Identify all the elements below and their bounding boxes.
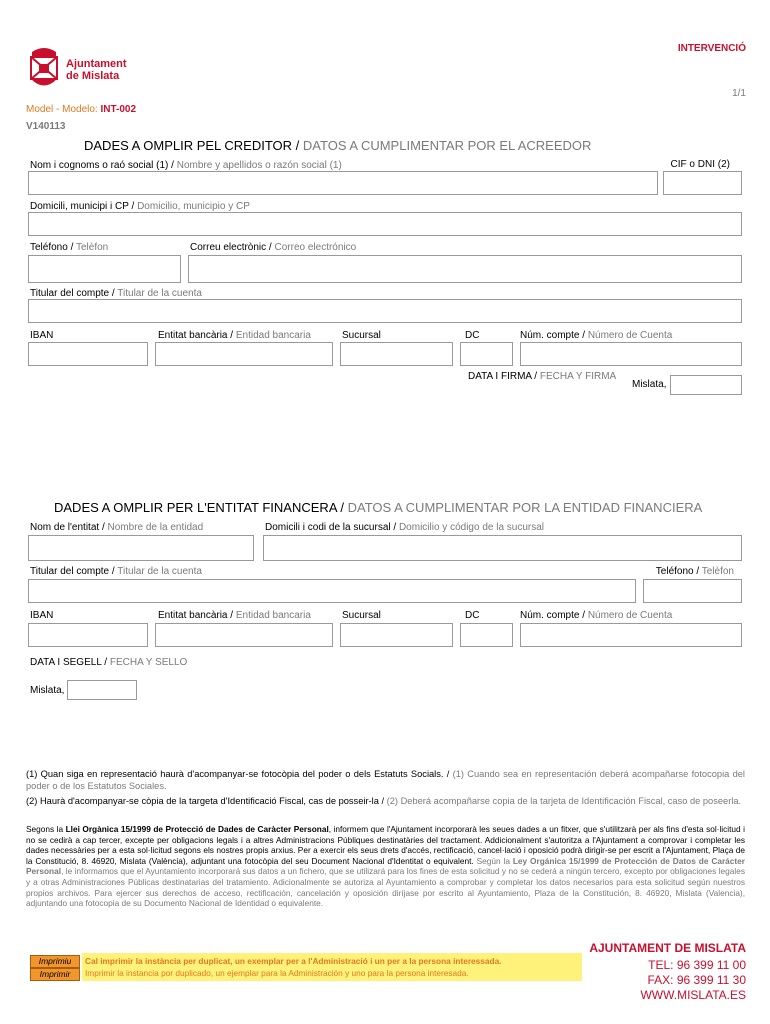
creditor-address-label: Domicili, municipi i CP / Domicilio, municipio y CP xyxy=(30,201,250,212)
creditor-iban-field[interactable] xyxy=(28,342,148,366)
creditor-iban-label: IBAN xyxy=(30,330,54,341)
bank-dc-field[interactable] xyxy=(460,623,513,647)
bank-account-label: Núm. compte / Número de Cuenta xyxy=(520,610,673,621)
creditor-address-label-ca: Domicili, municipi i CP xyxy=(30,201,129,212)
department-label: INTERVENCIÓ xyxy=(677,43,746,54)
creditor-dc-field[interactable] xyxy=(460,342,513,366)
bank-holder-label: Titular del compte / Titular de la cuenta xyxy=(30,566,202,577)
org-fax: FAX: 96 399 11 30 xyxy=(647,973,746,987)
org-name: AJUNTAMENT DE MISLATA xyxy=(589,941,746,955)
bank-entity-label-es: Nombre de la entidad xyxy=(107,522,204,533)
creditor-account-label-ca: Núm. compte xyxy=(520,330,580,341)
creditor-title-es: DATOS A CUMPLIMENTAR POR EL ACREEDOR xyxy=(302,138,592,153)
bank-branch-address-label: Domicili i codi de la sucursal / Domicilio y código de la sucursal xyxy=(265,522,545,533)
bank-iban-label: IBAN xyxy=(30,610,54,621)
bank-date-label: DATA I SEGELL / FECHA Y SELLO xyxy=(30,657,188,668)
creditor-branch-label: Sucursal xyxy=(342,330,381,341)
page-number: 1/1 xyxy=(732,88,746,99)
creditor-address-label-es: Domicilio, municipio y CP xyxy=(137,201,250,212)
note-2-ca: (2) Haurà d'acompanyar-se còpia de la targeta d'Identificació Fiscal, cas de posseir-la xyxy=(26,796,379,806)
print-instructions xyxy=(82,953,582,981)
bank-branch-address-field[interactable] xyxy=(263,535,742,561)
logo xyxy=(26,44,146,94)
creditor-date-label: DATA I FIRMA / FECHA Y FIRMA xyxy=(468,371,617,382)
coat-of-arms-icon xyxy=(26,44,62,92)
creditor-bank-label-ca: Entitat bancària xyxy=(158,330,228,341)
legal-es-pre: Según la xyxy=(473,855,513,866)
bank-branch-address-label-ca: Domicili i codi de la sucursal xyxy=(265,522,391,533)
creditor-email-label: Correu electrònic / Correo electrónico xyxy=(190,242,357,253)
creditor-branch-field[interactable] xyxy=(340,342,453,366)
creditor-name-label-ca: Nom i cognoms o raó social (1) xyxy=(30,160,169,171)
bank-date-label-ca: DATA I SEGELL xyxy=(30,657,102,668)
creditor-date-field[interactable] xyxy=(670,375,742,395)
print-button-ca[interactable]: Imprimiu xyxy=(30,955,80,968)
bank-bank-label: Entitat bancària / Entidad bancaria xyxy=(158,610,311,621)
model-line xyxy=(26,104,136,115)
bank-holder-label-ca: Titular del compte xyxy=(30,566,110,577)
creditor-holder-field[interactable] xyxy=(28,299,742,323)
legal-ca-pre: Segons la xyxy=(26,824,66,834)
bank-branch-field[interactable] xyxy=(340,623,453,647)
creditor-dc-label: DC xyxy=(465,330,480,341)
bank-holder-label-es: Titular de la cuenta xyxy=(117,566,202,577)
creditor-bank-field[interactable] xyxy=(155,342,333,366)
model-code: INT-002 xyxy=(100,104,137,115)
print-instructions-es: Imprimir la instancia por duplicado, un ejemplar para la Administración y uno para la persona interesada. xyxy=(85,968,469,978)
creditor-date-label-ca: DATA I FIRMA xyxy=(468,371,532,382)
bank-account-label-es: Número de Cuenta xyxy=(587,610,673,621)
bank-mislata-label: Mislata, xyxy=(30,685,65,696)
creditor-holder-label-ca: Titular del compte xyxy=(30,288,110,299)
bank-phone-field[interactable] xyxy=(643,579,742,603)
creditor-email-label-ca: Correu electrònic xyxy=(190,242,267,253)
bank-entity-label: Nom de l'entitat / Nombre de la entidad xyxy=(30,522,204,533)
bank-entity-label-ca: Nom de l'entitat xyxy=(30,522,100,533)
legal-es-law: Ley Orgánica 15/1999 de Protección de Datos de Carácter Personal xyxy=(26,855,746,877)
model-label: Model - Modelo: xyxy=(26,104,98,115)
note-2-es: (2) Deberá acompañarse copia de la tarjeta de Identificación Fiscal, caso de poseerla. xyxy=(386,796,742,806)
bank-phone-label-es: Telèfon xyxy=(701,566,734,577)
bank-date-label-es: FECHA Y SELLO xyxy=(109,657,188,668)
print-instructions-ca: Cal imprimir la instància per duplicat, un exemplar per a l'Administració i un per a la persona interessada. xyxy=(85,956,502,966)
print-button-es[interactable]: Imprimir xyxy=(30,968,80,981)
legal-es-post: , le informamos que el Ayuntamiento incorporará sus datos a un fichero, que se utilizará para los fines de esta solicitud y no se cederá a ningún tercero, excepto por obligaciones legales y a otras Administraciones Públicas destinatarias del tratamiento. Adicionalmente se autoriza al Ayuntamiento a comprobar y completar los datos necesarios para esta solicitud según nuestros propios archivos. Para ejercer sus derechos de acceso, rectificación, cancelación y oposición diríjase por escrito al Ayuntamiento, Plaza de la Constitución, 8. 46920, Mislata (Valencia), adjuntando una fotocopia de su Documento Nacional de Identidad o equivalente. xyxy=(26,866,745,909)
creditor-phone-label: Teléfono / Telèfon xyxy=(30,242,109,253)
bank-account-field[interactable] xyxy=(520,623,742,647)
org-website[interactable]: WWW.MISLATA.ES xyxy=(640,988,746,1002)
creditor-name-label-es: Nombre y apellidos o razón social (1) xyxy=(176,160,342,171)
creditor-email-field[interactable] xyxy=(188,255,742,283)
version-label: V140113 xyxy=(26,121,66,132)
bank-entity-field[interactable] xyxy=(28,535,254,561)
bank-bank-label-ca: Entitat bancària xyxy=(158,610,228,621)
bank-bank-label-es: Entidad bancaria xyxy=(235,610,311,621)
creditor-holder-label-es: Titular de la cuenta xyxy=(117,288,202,299)
bank-title-es: DATOS A CUMPLIMENTAR POR LA ENTIDAD FINANCIERA xyxy=(347,500,703,515)
creditor-phone-label-es: Telèfon xyxy=(75,242,109,253)
data-protection-notice xyxy=(26,824,745,909)
creditor-bank-label-es: Entidad bancaria xyxy=(235,330,311,341)
bank-section-title: DADES A OMPLIR PER L'ENTITAT FINANCERA / DATOS A CUMPLIMENTAR POR LA ENTIDAD FINANCIERA xyxy=(54,500,703,515)
creditor-phone-label-ca: Teléfono xyxy=(30,242,68,253)
creditor-section-title: DADES A OMPLIR PEL CREDITOR / DATOS A CUMPLIMENTAR POR EL ACREEDOR xyxy=(84,138,592,153)
creditor-account-field[interactable] xyxy=(520,342,742,366)
bank-date-field[interactable] xyxy=(67,680,137,700)
bank-branch-label: Sucursal xyxy=(342,610,381,621)
creditor-bank-label: Entitat bancària / Entidad bancaria xyxy=(158,330,311,341)
creditor-account-label: Núm. compte / Número de Cuenta xyxy=(520,330,673,341)
bank-iban-field[interactable] xyxy=(28,623,148,647)
bank-holder-field[interactable] xyxy=(28,579,636,603)
bank-account-label-ca: Núm. compte xyxy=(520,610,580,621)
creditor-holder-label: Titular del compte / Titular de la cuenta xyxy=(30,288,202,299)
creditor-phone-field[interactable] xyxy=(28,255,181,283)
logo-line-2: de Mislata xyxy=(66,70,120,82)
creditor-cif-label: CIF o DNI (2) xyxy=(670,159,730,170)
note-1-ca: (1) Quan siga en representació haurà d'acompanyar-se fotocòpia del poder o dels Estatuts Socials. xyxy=(26,769,444,779)
logo-line-1: Ajuntament xyxy=(66,58,127,70)
bank-title-ca: DADES A OMPLIR PER L'ENTITAT FINANCERA xyxy=(54,500,337,515)
creditor-name-field[interactable] xyxy=(28,171,658,195)
note-1: (1) Quan siga en representació haurà d'acompanyar-se fotocòpia del poder o dels Estatuts Socials. / (1) Cuando sea en representación deberá acompañarse fotocopia del poder o de los Estatutos Sociales. xyxy=(26,769,745,791)
creditor-email-label-es: Correo electrónico xyxy=(274,242,357,253)
creditor-cif-field[interactable] xyxy=(663,171,742,195)
legal-ca-post: , informem que l'Ajuntament incorporarà les seues dades a un fitxer, que s'utilitzarà per als fins d'esta sol·licitud i no se cedirà a cap tercer, excepte per obligacions legals i a altres Administracions Públiques destinatàries del tractament. Addicionalment s'autoritza a l'Ajuntament a comprovar i completar les dades necessàries per a esta sol·licitud segons els nostres propis arxius. Per a exercir els seus drets d'accés, rectificació, cancel·lació i oposició podrà dirigir-se per escrit a l'Ajuntament, Plaça de la Constitució, 8. 46920, Mislata (València), adjuntant una fotocòpia del seu Document Nacional d'Identitat o equivalent. xyxy=(26,824,745,866)
bank-phone-label-ca: Teléfono xyxy=(655,566,694,577)
creditor-address-field[interactable] xyxy=(28,212,742,236)
legal-ca-law: Llei Orgànica 15/1999 de Protecció de Dades de Caràcter Personal xyxy=(65,824,329,834)
creditor-title-ca: DADES A OMPLIR PEL CREDITOR xyxy=(84,138,293,153)
bank-dc-label: DC xyxy=(465,610,480,621)
note-2: (2) Haurà d'acompanyar-se còpia de la targeta d'Identificació Fiscal, cas de posseir-la / (2) Deberá acompañarse copia de la tarjeta de Identificación Fiscal, caso de poseerla. xyxy=(26,796,742,806)
creditor-date-label-es: FECHA Y FIRMA xyxy=(539,371,617,382)
bank-bank-field[interactable] xyxy=(155,623,333,647)
creditor-account-label-es: Número de Cuenta xyxy=(587,330,673,341)
note-1-es: (1) Cuando sea en representación deberá acompañarse fotocopia del poder o de los Estatutos Sociales. xyxy=(26,769,745,791)
bank-branch-address-label-es: Domicilio y código de la sucursal xyxy=(398,522,545,533)
bank-phone-label: Teléfono / Telèfon xyxy=(655,566,734,577)
creditor-mislata-label: Mislata, xyxy=(632,379,667,390)
creditor-name-label: Nom i cognoms o raó social (1) / Nombre y apellidos o razón social (1) xyxy=(30,160,342,171)
org-phone: TEL: 96 399 11 00 xyxy=(648,958,746,972)
